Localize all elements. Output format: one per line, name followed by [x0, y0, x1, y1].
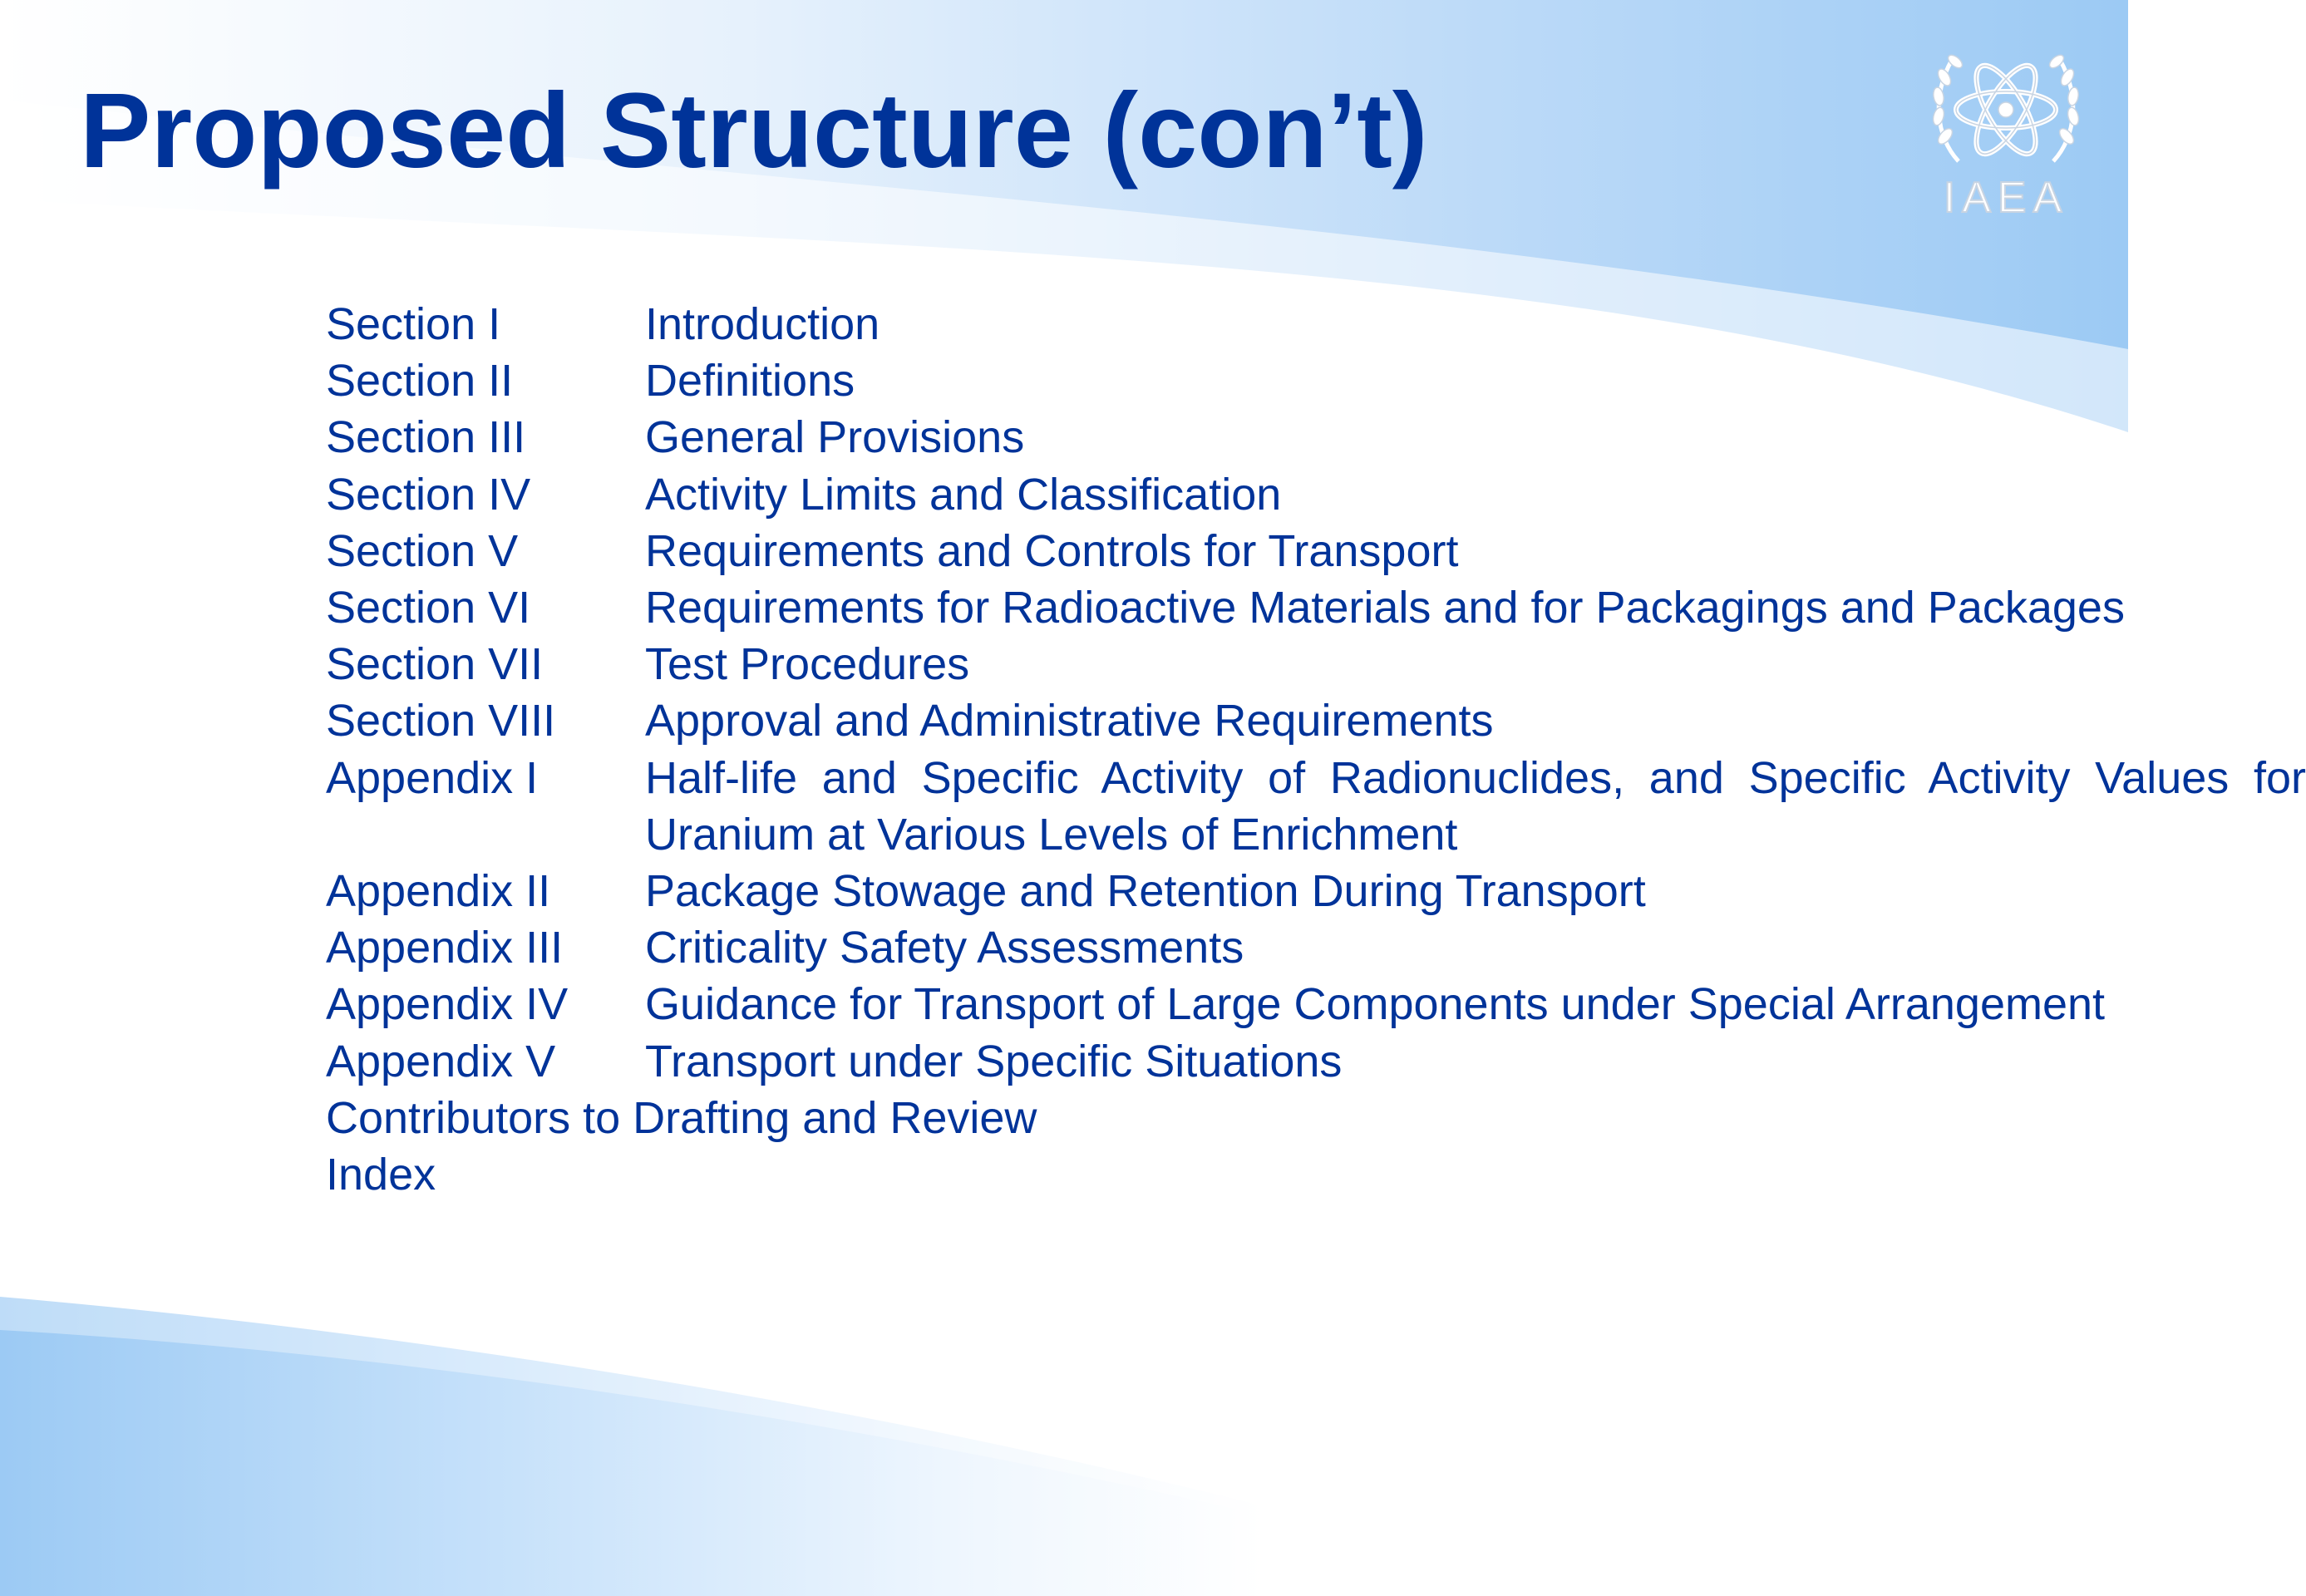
toc-text: Package Stowage and Retention During Transport [645, 866, 1646, 917]
toc-row-index [326, 1146, 1988, 1203]
toc-text: Requirements and Controls for Transport [645, 525, 1459, 576]
toc-label: Appendix V [326, 1036, 556, 1086]
toc-row [326, 352, 1988, 409]
toc-label: Section V [326, 525, 519, 576]
toc-row [326, 1033, 1988, 1090]
toc-label: Section VIII [326, 696, 556, 746]
toc-label: Section VI [326, 583, 531, 633]
toc-label: Appendix II [326, 866, 551, 917]
toc-text: Test Procedures [645, 639, 970, 690]
toc-label: Appendix III [326, 923, 564, 973]
toc-row [326, 863, 1988, 919]
toc-text: Introduction [645, 299, 880, 349]
toc-row [326, 466, 1988, 523]
toc-label: Appendix IV [326, 979, 569, 1030]
toc-row [326, 976, 2106, 1032]
toc-row [326, 692, 1988, 749]
toc-text: Activity Limits and Classification [645, 469, 1282, 520]
table-of-contents [326, 296, 2306, 1203]
toc-text: Definitions [645, 356, 855, 406]
iaea-logo [1927, 37, 2085, 228]
toc-label: Appendix I [326, 752, 539, 803]
toc-text: Criticality Safety Assessments [645, 923, 1244, 973]
toc-row [326, 296, 1988, 352]
toc-text: Half-life and Specific Activity of Radionuclides, and Specific Activity Values for Uranium at Various Levels of Enrichment [645, 752, 2306, 860]
toc-row [326, 409, 1988, 466]
toc-row-contributors [326, 1090, 1988, 1146]
toc-label: Section IV [326, 469, 531, 520]
slide-title: Proposed Structure (con’t) [80, 71, 1428, 190]
toc-text: Approval and Administrative Requirements [645, 696, 1494, 746]
toc-row [326, 750, 2306, 863]
toc-contributors: Contributors to Drafting and Review [326, 1092, 1037, 1143]
toc-label: Section II [326, 356, 514, 406]
toc-row [326, 579, 2125, 636]
toc-label: Section VII [326, 639, 544, 690]
logo-text: IAEA [1943, 174, 2069, 222]
toc-row [326, 523, 1988, 579]
atom-emblem-icon [1927, 37, 2085, 178]
toc-text: Guidance for Transport of Large Components under Special Arrangement [645, 979, 2106, 1030]
toc-index: Index [326, 1150, 436, 1200]
toc-text: Transport under Specific Situations [645, 1036, 1343, 1086]
toc-row [326, 919, 1988, 976]
toc-text: Requirements for Radioactive Materials and for Packagings and Packages [645, 583, 2125, 633]
toc-text: General Provisions [645, 412, 1025, 463]
toc-label: Section III [326, 412, 526, 463]
toc-label: Section I [326, 299, 501, 349]
toc-row [326, 636, 1988, 692]
